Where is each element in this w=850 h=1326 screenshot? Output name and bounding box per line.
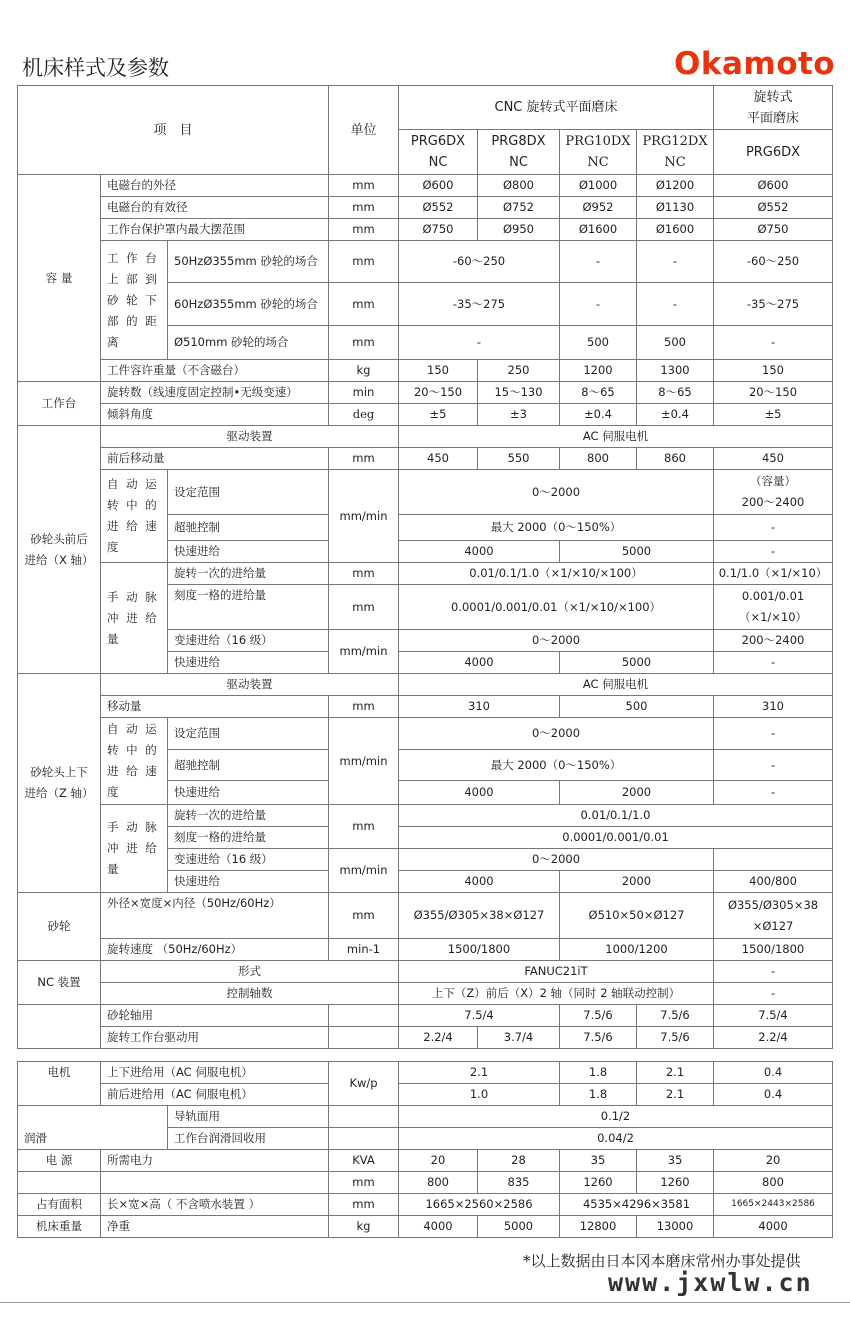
cell: ±5: [714, 404, 833, 426]
unit: mm: [329, 1194, 399, 1216]
cell: 20: [399, 1150, 478, 1172]
row-label-auto: 自 动 运 转 中 的 进 给 速 度: [101, 718, 168, 805]
cell: 0.001/0.01 （×1/×10）: [714, 585, 833, 630]
group-motor: 电机: [18, 1062, 101, 1106]
unit: mm: [329, 448, 399, 470]
unit: mm: [329, 197, 399, 219]
unit: [329, 1027, 399, 1049]
row-label: 工作台保护罩内最大摆范围: [101, 219, 329, 241]
row-label: 形式: [101, 961, 399, 983]
unit: mm: [329, 585, 399, 630]
cell: 250: [478, 360, 560, 382]
cell: 8～65: [637, 382, 714, 404]
cell: -: [714, 326, 833, 360]
cell: Ø552: [714, 197, 833, 219]
cell: ±5: [399, 404, 478, 426]
unit: deg: [329, 404, 399, 426]
row-label: 变速进给（16 级）: [168, 849, 329, 871]
unit: mm/min: [329, 470, 399, 563]
unit: mm/min: [329, 718, 399, 805]
cell: 1200: [560, 360, 637, 382]
cell: AC 伺服电机: [399, 426, 833, 448]
cell: 5000: [560, 541, 714, 563]
row-label-manual: 手 动 脉 冲 进 给 量: [101, 805, 168, 893]
cell: 1500/1800: [714, 939, 833, 961]
row-label: 50HzØ355mm 砂轮的场合: [168, 241, 329, 283]
cell: 7.5/6: [560, 1027, 637, 1049]
cell: 2.2/4: [714, 1027, 833, 1049]
group-power: 电 源: [18, 1150, 101, 1172]
row-label: 导轨面用: [168, 1106, 329, 1128]
unit: mm: [329, 696, 399, 718]
unit: kg: [329, 1216, 399, 1238]
cell: 550: [478, 448, 560, 470]
cell: -: [714, 781, 833, 805]
cell: Ø952: [560, 197, 637, 219]
spacer: [18, 1049, 833, 1062]
cell: 1000/1200: [560, 939, 714, 961]
cell: 7.5/6: [560, 1005, 637, 1027]
row-label: 前后移动量: [101, 448, 329, 470]
cell: 0.1/1.0（×1/×10）: [714, 563, 833, 585]
row-label: 上下进给用（AC 伺服电机）: [101, 1062, 329, 1084]
unit: Kw/p: [329, 1062, 399, 1106]
cell: -60～250: [399, 241, 560, 283]
cell: AC 伺服电机: [399, 674, 833, 696]
cell: 4000: [399, 1216, 478, 1238]
cell: 7.5/6: [637, 1005, 714, 1027]
cell: Ø750: [714, 219, 833, 241]
cell: -: [399, 326, 560, 360]
unit: [329, 1106, 399, 1128]
cell: 0～2000: [399, 470, 714, 515]
cell: Ø800: [478, 175, 560, 197]
cell: 最大 2000（0～150%）: [399, 515, 714, 541]
cell: Ø752: [478, 197, 560, 219]
cell: 35: [560, 1150, 637, 1172]
header-unit: 单位: [329, 86, 399, 175]
group-blank: [18, 1005, 101, 1049]
cell: -: [714, 983, 833, 1005]
group-z-feed: 砂轮头上下 进给（Z 轴）: [18, 674, 101, 893]
row-label-distance: 工 作 台 上 部 到 砂 轮 下 部 的 距 离: [101, 241, 168, 360]
cell: Ø355/Ø305×38 ×Ø127: [714, 893, 833, 939]
row-label: 快速进给: [168, 781, 329, 805]
header-cnc: CNC 旋转式平面磨床: [399, 86, 714, 130]
cell: Ø750: [399, 219, 478, 241]
cell: 0.4: [714, 1084, 833, 1106]
cell: 4000: [399, 541, 560, 563]
unit: mm: [329, 326, 399, 360]
cell: -: [560, 283, 637, 326]
row-label: 驱动装置: [101, 426, 399, 448]
row-label: 旋转工作台驱动用: [101, 1027, 329, 1049]
cell: 800: [399, 1172, 478, 1194]
watermark-url: www.jxwlw.cn: [608, 1268, 813, 1297]
cell: 0.0001/0.001/0.01（×1/×10/×100）: [399, 585, 714, 630]
row-label: 设定范围: [168, 718, 329, 750]
cell: -: [560, 241, 637, 283]
cell: 500: [560, 326, 637, 360]
row-label: 60HzØ355mm 砂轮的场合: [168, 283, 329, 326]
row-label: 所需电力: [101, 1150, 329, 1172]
cell: Ø950: [478, 219, 560, 241]
row-label: 设定范围: [168, 470, 329, 515]
cell: 860: [637, 448, 714, 470]
group-lube: 润滑: [18, 1106, 168, 1150]
cell: Ø1130: [637, 197, 714, 219]
cell: -: [714, 515, 833, 541]
row-label: 移动量: [101, 696, 329, 718]
model-prg6dx: PRG6DX NC: [399, 130, 478, 175]
row-label: 旋转一次的进给量: [168, 805, 329, 827]
cell: 7.5/4: [399, 1005, 560, 1027]
unit: mm: [329, 563, 399, 585]
unit: [329, 1005, 399, 1027]
cell: 200～2400: [714, 630, 833, 652]
cell: 4000: [714, 1216, 833, 1238]
unit: mm: [329, 175, 399, 197]
row-label: 外径×宽度×内径（50Hz/60Hz）: [101, 893, 329, 939]
cell: [714, 849, 833, 871]
cell: 2.1: [399, 1062, 560, 1084]
cell: Ø600: [399, 175, 478, 197]
cell: 7.5/6: [637, 1027, 714, 1049]
footnote: *以上数据由日本冈本磨床常州办事处提供: [523, 1252, 801, 1270]
row-label: 旋转速度 （50Hz/60Hz）: [101, 939, 329, 961]
cell: Ø1000: [560, 175, 637, 197]
cell: 15～130: [478, 382, 560, 404]
cell: 7.5/4: [714, 1005, 833, 1027]
unit: mm: [329, 241, 399, 283]
cell: 2.1: [637, 1084, 714, 1106]
row-label: 变速进给（16 级）: [168, 630, 329, 652]
cell: -35～275: [399, 283, 560, 326]
cell: 1260: [637, 1172, 714, 1194]
unit: KVA: [329, 1150, 399, 1172]
unit: [329, 1128, 399, 1150]
unit: kg: [329, 360, 399, 382]
cell: 400/800: [714, 871, 833, 893]
row-label-manual: 手 动 脉 冲 进 给 量: [101, 563, 168, 674]
cell: 最大 2000（0～150%）: [399, 750, 714, 781]
cell: -: [714, 961, 833, 983]
cell: ±0.4: [560, 404, 637, 426]
cell: Ø1200: [637, 175, 714, 197]
cell: 1.8: [560, 1062, 637, 1084]
row-label: 旋转一次的进给量: [168, 563, 329, 585]
cell: Ø552: [399, 197, 478, 219]
model-prg10dx: PRG10DX NC: [560, 130, 637, 175]
cell: 2.1: [637, 1062, 714, 1084]
group-blank: [18, 1172, 101, 1194]
cell: 20～150: [399, 382, 478, 404]
row-label: 刻度一格的进给量: [168, 827, 329, 849]
row-label: 控制轴数: [101, 983, 399, 1005]
unit: mm/min: [329, 630, 399, 674]
header-rotary: 旋转式 平面磨床: [714, 86, 833, 130]
unit: mm: [329, 219, 399, 241]
row-label: 刻度一格的进给量: [168, 585, 329, 630]
cell: Ø600: [714, 175, 833, 197]
cell: 310: [714, 696, 833, 718]
cell: 0.1/2: [399, 1106, 833, 1128]
row-label: [101, 1172, 329, 1194]
cell: 12800: [560, 1216, 637, 1238]
row-label: 快速进给: [168, 541, 329, 563]
group-area: 占有面积: [18, 1194, 101, 1216]
cell: 1665×2560×2586: [399, 1194, 560, 1216]
cell: -: [714, 652, 833, 674]
cell: 0～2000: [399, 718, 714, 750]
cell: 4000: [399, 652, 560, 674]
cell: 20～150: [714, 382, 833, 404]
unit: min-1: [329, 939, 399, 961]
row-label: 长×宽×高（ 不含喷水装置 ）: [101, 1194, 329, 1216]
cell: -: [714, 750, 833, 781]
cell: 3.7/4: [478, 1027, 560, 1049]
cell: 4535×4296×3581: [560, 1194, 714, 1216]
unit: min: [329, 382, 399, 404]
cell: 4000: [399, 781, 560, 805]
row-label: 前后进给用（AC 伺服电机）: [101, 1084, 329, 1106]
cell: 5000: [478, 1216, 560, 1238]
unit: mm: [329, 283, 399, 326]
model-prg6dx-rotary: PRG6DX: [714, 130, 833, 175]
cell: 500: [637, 326, 714, 360]
row-label: 倾斜角度: [101, 404, 329, 426]
cell: FANUC21iT: [399, 961, 714, 983]
cell: -: [637, 241, 714, 283]
header-item: 项 目: [18, 86, 329, 175]
cell: 8～65: [560, 382, 637, 404]
page-title: 机床样式及参数: [22, 56, 169, 80]
cell: 150: [399, 360, 478, 382]
cell: 1300: [637, 360, 714, 382]
cell: 0.4: [714, 1062, 833, 1084]
cell: ±3: [478, 404, 560, 426]
cell: 0.0001/0.001/0.01: [399, 827, 833, 849]
cell: -60～250: [714, 241, 833, 283]
cell: （容量） 200～2400: [714, 470, 833, 515]
row-label: 工件容许重量（不含磁台）: [101, 360, 329, 382]
cell: 2000: [560, 871, 714, 893]
row-label: 旋转数（线速度固定控制•无级变速）: [101, 382, 329, 404]
cell: 1.0: [399, 1084, 560, 1106]
spec-table: [17, 85, 833, 1238]
model-prg8dx: PRG8DX NC: [478, 130, 560, 175]
cell: 500: [560, 696, 714, 718]
cell: -: [714, 541, 833, 563]
unit: mm: [329, 805, 399, 849]
cell: 4000: [399, 871, 560, 893]
model-prg12dx: PRG12DX NC: [637, 130, 714, 175]
cell: 2.2/4: [399, 1027, 478, 1049]
group-wheel: 砂轮: [18, 893, 101, 961]
cell: Ø355/Ø305×38×Ø127: [399, 893, 560, 939]
cell: -35～275: [714, 283, 833, 326]
cell: 1500/1800: [399, 939, 560, 961]
row-label-auto: 自 动 运 转 中 的 进 给 速 度: [101, 470, 168, 563]
row-label: 超驰控制: [168, 750, 329, 781]
cell: 0.01/0.1/1.0（×1/×10/×100）: [399, 563, 714, 585]
cell: 310: [399, 696, 560, 718]
cell: 835: [478, 1172, 560, 1194]
cell: 800: [560, 448, 637, 470]
cell: 1.8: [560, 1084, 637, 1106]
cell: 13000: [637, 1216, 714, 1238]
cell: 1260: [560, 1172, 637, 1194]
cell: 150: [714, 360, 833, 382]
cell: Ø510×50×Ø127: [560, 893, 714, 939]
row-label: 电磁台的外径: [101, 175, 329, 197]
row-label: 驱动装置: [101, 674, 399, 696]
row-label: 砂轮轴用: [101, 1005, 329, 1027]
row-label: 净重: [101, 1216, 329, 1238]
cell: 0.01/0.1/1.0: [399, 805, 833, 827]
cell: 28: [478, 1150, 560, 1172]
group-table: 工作台: [18, 382, 101, 426]
cell: 上下（Z）前后（X）2 轴（同时 2 轴联动控制）: [399, 983, 714, 1005]
cell: 450: [714, 448, 833, 470]
unit: mm: [329, 893, 399, 939]
row-label: 快速进给: [168, 871, 329, 893]
unit: mm/min: [329, 849, 399, 893]
cell: 0.04/2: [399, 1128, 833, 1150]
cell: Ø1600: [560, 219, 637, 241]
group-nc: NC 装置: [18, 961, 101, 1005]
cell: 20: [714, 1150, 833, 1172]
row-label: 超驰控制: [168, 515, 329, 541]
row-label: 工作台润滑回收用: [168, 1128, 329, 1150]
cell: 1665×2443×2586: [714, 1194, 833, 1216]
cell: Ø1600: [637, 219, 714, 241]
cell: -: [714, 718, 833, 750]
cell: 0～2000: [399, 630, 714, 652]
group-capacity: 容 量: [18, 175, 101, 382]
cell: 5000: [560, 652, 714, 674]
group-weight: 机床重量: [18, 1216, 101, 1238]
cell: ±0.4: [637, 404, 714, 426]
cell: 0～2000: [399, 849, 714, 871]
unit: mm: [329, 1172, 399, 1194]
cell: 450: [399, 448, 478, 470]
cell: -: [637, 283, 714, 326]
cell: 800: [714, 1172, 833, 1194]
cell: 35: [637, 1150, 714, 1172]
cell: 2000: [560, 781, 714, 805]
group-x-feed: 砂轮头前后 进给（X 轴）: [18, 426, 101, 674]
row-label: Ø510mm 砂轮的场合: [168, 326, 329, 360]
bottom-rule: [0, 1302, 850, 1303]
row-label: 电磁台的有效径: [101, 197, 329, 219]
row-label: 快速进给: [168, 652, 329, 674]
okamoto-logo: Okamoto: [674, 46, 836, 82]
